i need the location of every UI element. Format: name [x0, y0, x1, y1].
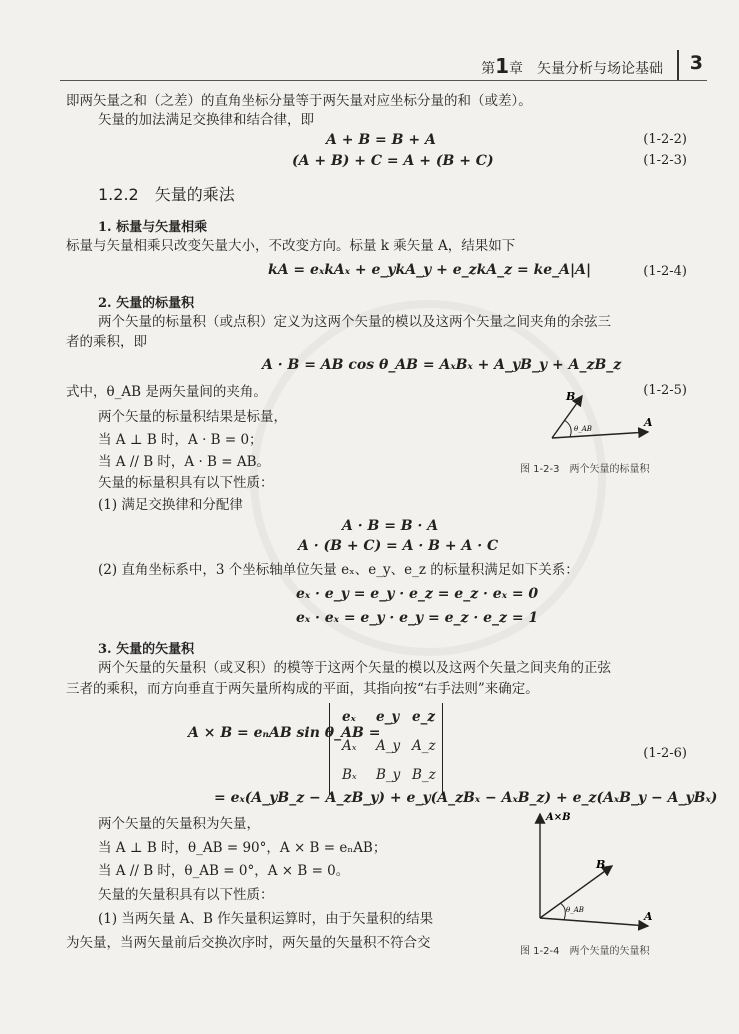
- chapter-number: 1: [495, 54, 509, 78]
- running-header: [60, 50, 707, 81]
- equation-number: (1-2-2): [643, 132, 687, 147]
- figure-caption: 图 1-2-3 两个矢量的标量积: [520, 464, 650, 475]
- text-line: (2) 直角坐标系中，3 个坐标轴单位矢量 eₓ、e_y、e_z 的标量积满足如下关系：: [98, 562, 579, 578]
- label-a: A: [644, 910, 653, 923]
- equation: (A + B) + C = A + (B + C): [292, 153, 494, 169]
- text-line: 式中，θ_AB 是两矢量间的夹角。: [66, 384, 267, 400]
- chapter-suffix: 章: [509, 61, 523, 77]
- text-line: 三者的乘积，而方向垂直于两矢量所构成的平面，其指向按“右手法则”来确定。: [66, 681, 539, 697]
- text-line: 矢量的加法满足交换律和结合律，即: [98, 112, 314, 128]
- chapter-name: 矢量分析与场论基础: [537, 61, 663, 77]
- det-cell: B_y: [376, 767, 401, 783]
- text-line: 矢量的标量积具有以下性质：: [98, 475, 274, 491]
- det-cell: eₓ: [342, 709, 356, 725]
- section-heading: 1.2.2 矢量的乘法: [98, 185, 235, 204]
- chapter-prefix: 第: [481, 61, 496, 77]
- det-cell: B_z: [412, 767, 436, 783]
- label-theta: θ_AB: [574, 425, 592, 433]
- equation-number: (1-2-6): [643, 746, 687, 761]
- subsection-heading: 3. 矢量的矢量积: [98, 642, 195, 657]
- equation-number: (1-2-4): [643, 264, 687, 279]
- angle-arc: [560, 903, 565, 920]
- equation: A + B = B + A: [326, 132, 436, 148]
- text-line: 即两矢量之和（之差）的直角坐标分量等于两矢量对应坐标分量的和（或差）。: [66, 93, 532, 109]
- det-cell: A_z: [412, 738, 436, 754]
- det-cell: A_y: [376, 738, 401, 754]
- angle-arc: [564, 420, 571, 437]
- equation: A × B = eₙAB sin θ_AB =: [188, 725, 381, 741]
- text-line: 为矢量，当两矢量前后交换次序时，两矢量的矢量积不符合交: [66, 935, 431, 951]
- figure-caption: 图 1-2-4 两个矢量的矢量积: [520, 946, 650, 957]
- label-b: B: [596, 858, 606, 871]
- label-theta: θ_AB: [566, 906, 584, 914]
- chapter-title: [481, 54, 663, 78]
- det-cell: Aₓ: [342, 738, 357, 754]
- label-b: B: [566, 390, 576, 403]
- subsection-heading: 1. 标量与矢量相乘: [98, 220, 208, 235]
- text-line: 当 A ⊥ B 时，A · B = 0；: [98, 432, 263, 448]
- text-line: 两个矢量的标量积（或点积）定义为这两个矢量的模以及这两个矢量之间夹角的余弦三: [98, 314, 611, 330]
- equation-number: (1-2-3): [643, 153, 687, 168]
- text-line: (1) 满足交换律和分配律: [98, 497, 243, 513]
- equation: eₓ · e_y = e_y · e_z = e_z · eₓ = 0: [296, 586, 539, 602]
- text-line: 者的乘积，即: [66, 334, 147, 350]
- equation: A · B = B · A: [342, 518, 439, 534]
- det-cell: e_y: [376, 709, 400, 725]
- determinant: [329, 703, 443, 795]
- equation: eₓ · eₓ = e_y · e_y = e_z · e_z = 1: [296, 610, 539, 626]
- equation: kA = eₓkAₓ + e_ykA_y + e_zkA_z = ke_A|A|: [268, 262, 592, 278]
- text-line: 标量与矢量相乘只改变矢量大小，不改变方向。标量 k 乘矢量 A，结果如下: [66, 238, 516, 254]
- vector-a-arrow: [552, 432, 648, 438]
- figure-scalar-product: [540, 388, 670, 450]
- figure-vector-product: [520, 808, 670, 936]
- det-cell: Bₓ: [342, 767, 357, 783]
- text-line: 当 A ⊥ B 时，θ_AB = 90°，A × B = eₙAB；: [98, 840, 387, 856]
- equation: = eₓ(A_yB_z − A_zB_y) + e_y(A_zBₓ − AₓB_z) + e_z(AₓB_y − A_yBₓ): [214, 790, 718, 806]
- vector-a-arrow: [540, 918, 648, 926]
- text-line: 当 A // B 时，A · B = AB。: [98, 454, 271, 470]
- page-number: 3: [689, 52, 703, 74]
- text-line: 矢量的矢量积具有以下性质：: [98, 887, 274, 903]
- equation-number: (1-2-5): [643, 383, 687, 398]
- text-line: 当 A // B 时，θ_AB = 0°，A × B = 0。: [98, 863, 350, 879]
- watermark-seal: [250, 300, 606, 656]
- text-line: 两个矢量的矢量积（或叉积）的模等于这两个矢量的模以及这两个矢量之间夹角的正弦: [98, 660, 611, 676]
- equation: A · (B + C) = A · B + A · C: [298, 538, 499, 554]
- det-cell: e_z: [412, 709, 436, 725]
- label-a: A: [644, 416, 653, 429]
- header-separator: [677, 50, 679, 80]
- subsection-heading: 2. 矢量的标量积: [98, 296, 195, 311]
- equation: A · B = AB cos θ_AB = AₓBₓ + A_yB_y + A_zB_z: [262, 357, 622, 373]
- text-line: 两个矢量的矢量积为矢量，: [98, 816, 260, 832]
- text-line: (1) 当两矢量 A、B 作矢量积运算时，由于矢量积的结果: [98, 911, 434, 927]
- text-line: 两个矢量的标量积结果是标量，: [98, 409, 287, 425]
- label-axb: A×B: [546, 812, 571, 823]
